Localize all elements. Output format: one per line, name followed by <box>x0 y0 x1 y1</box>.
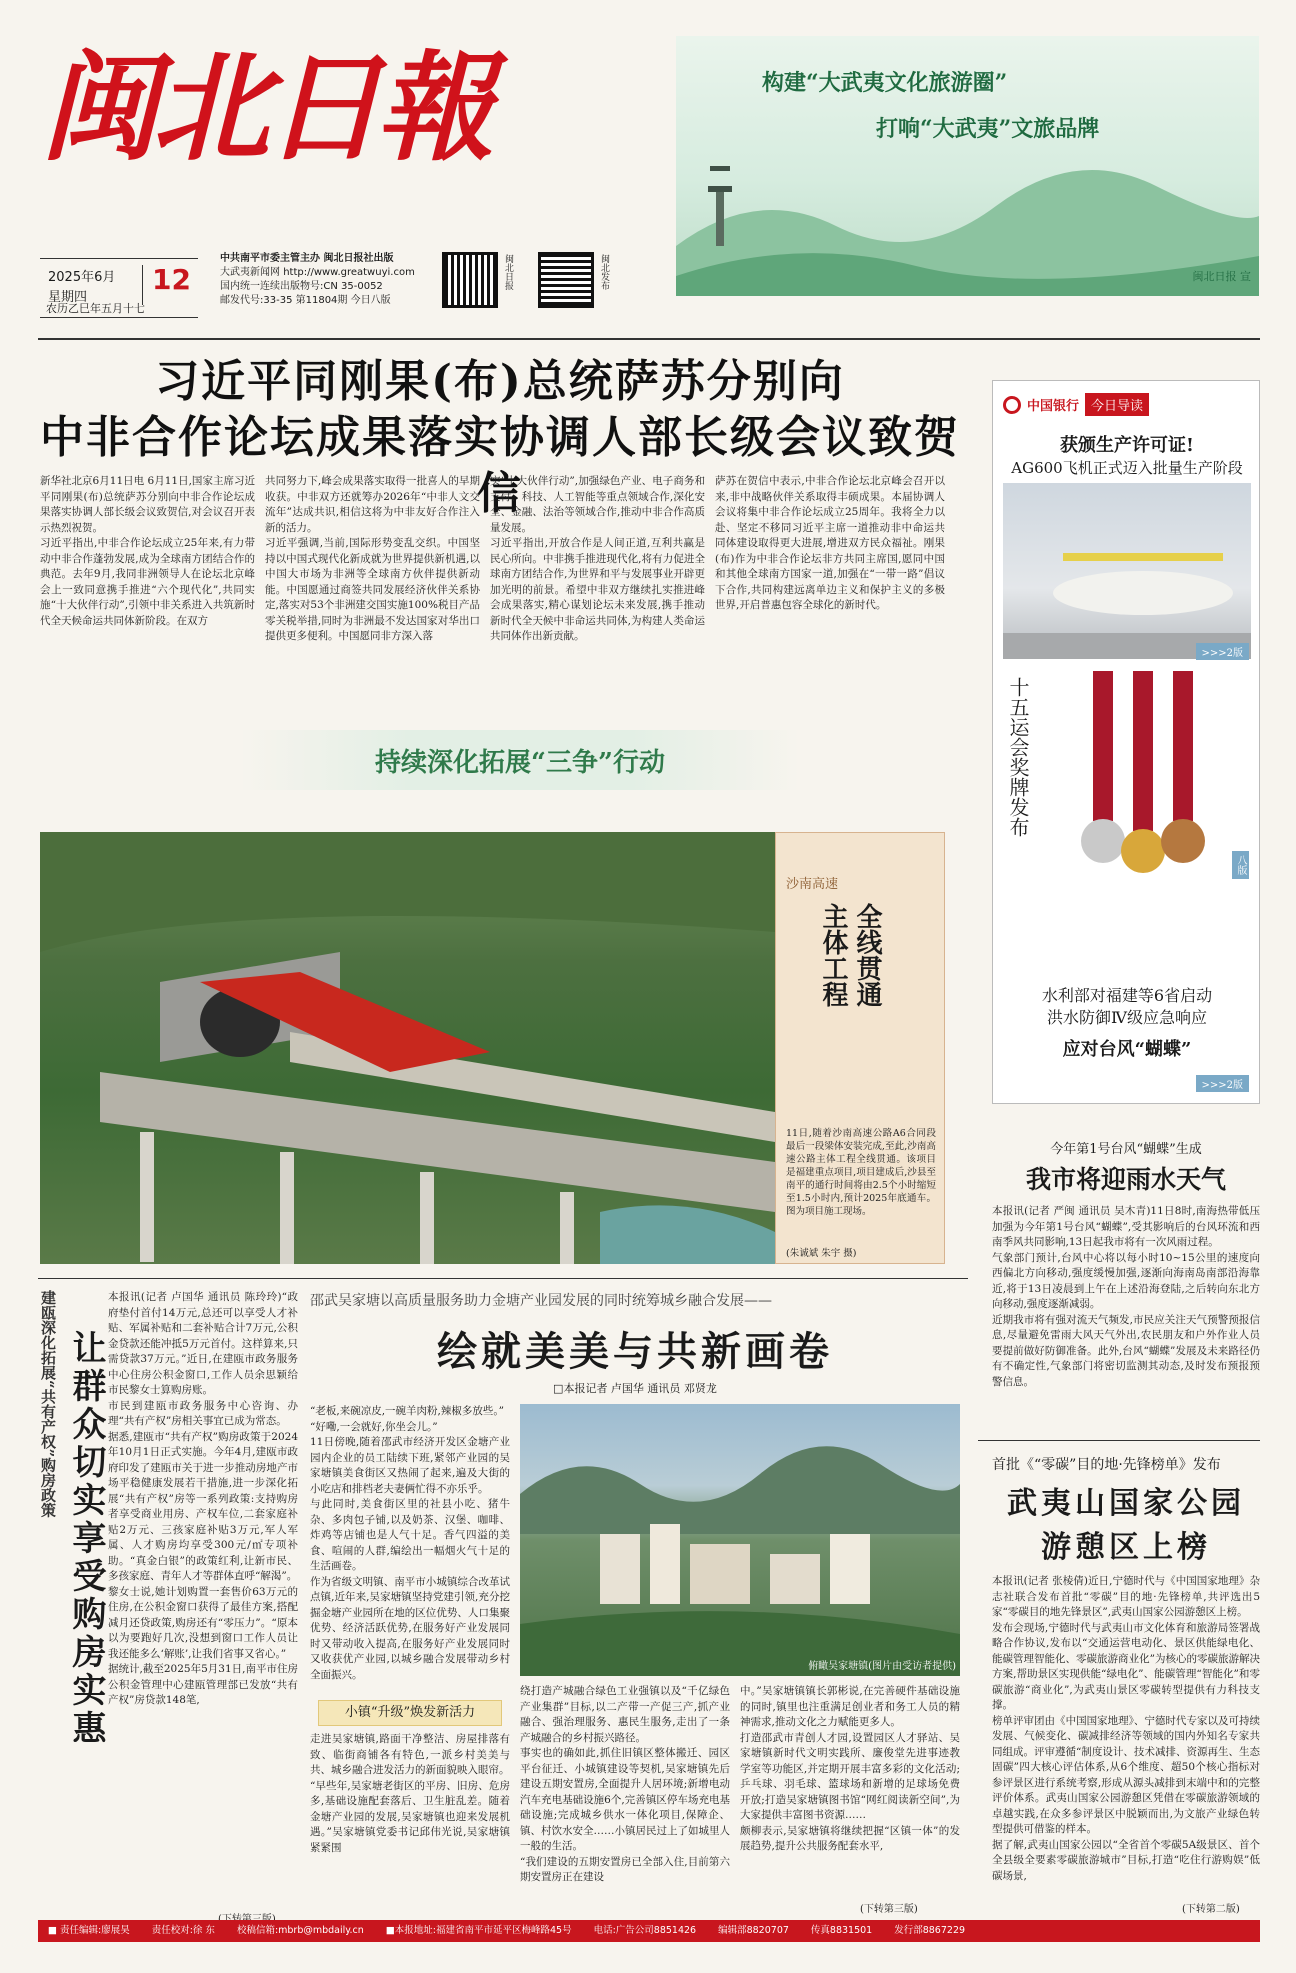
bank-name: 中国银行 <box>1027 399 1080 414</box>
weather-title: 我市将迎雨水天气 <box>1025 1165 1226 1194</box>
park-title-line2: 游憩区上榜 <box>1041 1530 1211 1565</box>
footer <box>38 1920 1260 1942</box>
cn-number: 国内统一连续出版物号:CN 35-0052 <box>220 281 383 292</box>
weather-kicker: 今年第1号台风“蝴蝶”生成 <box>1050 1142 1202 1157</box>
feature-subhead <box>318 1700 502 1726</box>
footer-tel: 电话:广告公司8851426 <box>593 1925 697 1936</box>
footer-editor: ■ 责任编辑:廖展昊 <box>48 1925 130 1936</box>
special-title: 持续深化拓展“三争”行动 <box>375 748 665 778</box>
sidebar-head-2: AG600飞机正式迈入批量生产阶段 <box>1011 459 1243 477</box>
bridge-drawing <box>40 832 775 1264</box>
footer-proof: 责任校对:徐 东 <box>151 1925 215 1936</box>
banner-line2: 打响“大武夷”文旅品牌 <box>876 116 1100 142</box>
footer-fax: 传真8831501 <box>810 1925 873 1936</box>
page-number: 12 <box>152 263 191 296</box>
town-photo <box>520 1404 960 1676</box>
medal-photo <box>1045 671 1251 879</box>
park-body: 本报讯(记者 张棱倩)近日,宁德时代与《中国国家地理》杂志社联合发布首批“零碳”目的地·先锋榜单,共评选出5家“零碳目的地先锋景区”,武夷山国家公园游憩区上榜。 发布会现场,宁德时代与武夷山市文化体育和旅游局签署战略合作协议,发布以“交通运营电动化、景区供能绿电化、能碳管理智能化、零碳旅游商业化”为核心的零碳旅游解决方案,帮助景区实现供能“绿电化”、能碳管理“智能化”和零碳旅游“商业化”,为武夷山景区零碳转型提供有力科技支撑。 榜单评审团由《中国国家地理》、宁德时代专家以及可持续发展、气候变化、碳减排经济等领域的国内外知名专家共同组成。评审遵循“制度设计、技术减排、资源再生、生态固碳”四大核心评估体系,从6个维度、超50个核心指标对参评景区进行系统考察,形成从源头减排到末端中和的完整评价体系。武夷山国家公园游憩区凭借在零碳旅游领域的卓越实践,在众多参评景区中脱颖而出,为文旅产业绿色转型提供可借鉴的样本。 据了解,武夷山国家公园以“全省首个零碳5A级景区、首个全县级全要素零碳旅游城市”目标,打造“吃住行游购娱”低碳场景, <box>992 1575 1260 1882</box>
lead-title-line1: 习近平同刚果(布)总统萨苏分别向 <box>155 356 845 407</box>
footer-distribution: 发行部8867229 <box>894 1925 966 1936</box>
sidebar-preview <box>992 380 1260 1104</box>
publisher-line: 中共南平市委主管主办 闽北日报社出版 <box>220 253 394 264</box>
date-weekday: 星期四 <box>48 290 88 305</box>
footer-email[interactable]: 校稿信箱:mbrb@mbdaily.cn <box>236 1925 364 1936</box>
banner-line1: 构建“大武夷文化旅游圈” <box>762 70 1008 96</box>
medal-title: 十五运会奖牌发布 <box>1006 677 1030 837</box>
qr-label-1: 闽北日报 <box>503 254 513 290</box>
feature-col-1: “老板,来碗凉皮,一碗羊肉粉,辣椒多放些。” “好嘞,一会就好,你坐会儿。” 11日傍晚,随着邵武市经济开发区金塘产业园内企业的员工陆续下班,紧邻产业园的吴家塘镇美食街区又热闹了起来,遍及大街的小吃店和排档老夫妻俩忙得不亦乐乎。 与此同时,美食街区里的社县小吃、猪牛杂、多肉包子铺,以及奶茶、汉堡、咖啡、炸鸡等店铺也是人气十足。香气四溢的美食、喧闹的人群,编绘出一幅烟火气十足的生活画卷。 作为省级文明镇、南平市小城镇综合改革试点镇,近年来,吴家塘镇坚持党建引领,充分挖掘金塘产业园所在地的区位优势、人口集聚优势、经济活跃优势,在服务好产业发展同时又带动收入提高,在服务好产业发展同时又收获优产业园,以城乡融合发展带动乡村全面振兴。 <box>310 1405 510 1681</box>
sidebar-head-1: 获颁生产许可证! <box>1060 435 1194 456</box>
policy-title: 让群众切实享受购房实惠 <box>66 1330 106 1748</box>
site-url[interactable]: http://www.greatwuyi.com <box>283 267 415 278</box>
date-year: 2025年6月 <box>48 270 116 285</box>
feature-col-3: 中。”吴家塘镇镇长郭彬说,在完善硬件基础设施的同时,镇里也注重满足创业者和务工人员的精神需求,推动文化之力赋能更多人。 打造邵武市青创人才园,设置园区人才驿站、吴家塘镇新时代文明实践所、廉俊堂先进事迹教学室等功能区,并定期开展丰富多彩的文化活动;乒乓球、羽毛球、篮球场和新增的足球场免费开放;打造吴家塘镇图书馆“网红阅读新空间”,为大家提供丰富图书资源…… 颇柳表示,吴家塘镇将继续把握“区镇一体”的发展趋势,提升公共服务配套水平, <box>740 1685 960 1852</box>
feature-kicker: 邵武吴家塘以高质量服务助力金塘产业园发展的同时统筹城乡融合发展—— <box>310 1293 772 1309</box>
page-ref-2[interactable]: 八版 <box>1232 851 1249 879</box>
park-continue[interactable]: (下转第二版) <box>1182 1904 1240 1915</box>
lead-title-line2: 中非合作论坛成果落实协调人部长级会议致贺信 <box>40 412 960 519</box>
photo-story-text: 11日,随着沙南高速公路A6合同段最后一段梁体安装完成,至此,沙南高速公路主体工程全线贯通。该项目是福建重点项目,项目建成后,沙县至南平的通行时间将由2.5个小时缩短至1.5小时内,预计2025年底通车。图为项目施工现场。 <box>786 1128 936 1217</box>
feature-byline: □本报记者 卢国华 通讯员 邓贤龙 <box>553 1382 717 1395</box>
site-label: 大武夷新闻网 <box>220 267 280 278</box>
park-kicker: 首批《“零碳”目的地·先锋榜单》发布 <box>992 1457 1221 1473</box>
lead-col-4: 萨苏在贺信中表示,中非合作论坛北京峰会召开以来,非中战略伙伴关系取得丰硕成果。本届协调人会议将集中非合作论坛成立25周年。我将全力以赴、坚定不移同习近平主席一道推动非中命运共同体建设取得更大进展,增进双方民众福祉。刚果(布)作为中非合作论坛非方共同主席国,愿同中国和其他全球南方国家一道,加强在“一带一路”倡议下合作,共同构建远离单边主义和保护主义的多极世界,开启普惠包容全球化的新时代。 <box>715 475 945 611</box>
qr-label-2: 闽北发布 <box>599 254 609 290</box>
qr-code-1[interactable] <box>442 252 498 308</box>
page-ref-3[interactable]: >>>2版 <box>1196 1075 1250 1092</box>
special-banner <box>240 730 800 790</box>
banner-credit: 闽北日报 宣 <box>1192 270 1251 283</box>
lead-col-2: 共同努力下,峰会成果落实取得一批喜人的早期收获。中非双方还就筹办2026年“中非人文交流年”达成共识,相信这将为中非友好合作注入新的活力。 习近平强调,当前,国际形势变乱交织。中国坚持以中国式现代化新成就为世界提供新机遇,以中国大市场为非洲等全球南方伙伴提供新动能。中国愿通过商签共同发展经济伙伴关系协定,落实对53个非洲建交国实施100%税目产品零关税举措,同时为非洲最不发达国家对华出口提供更多便利。中国愿同非方深入落 <box>265 475 480 642</box>
highway-photo <box>40 832 775 1264</box>
feature-continue[interactable]: (下转第三版) <box>860 1904 918 1915</box>
sidebar-news-1: 水利部对福建等6省启动 洪水防御Ⅳ级应急响应 <box>1041 986 1213 1027</box>
bank-logo-icon <box>1003 396 1021 414</box>
photo-story-credit: (朱诚斌 朱宇 摄) <box>786 1248 857 1259</box>
feature-title: 绘就美美与共新画卷 <box>437 1328 833 1375</box>
feature-col-1b: 走进吴家塘镇,路面干净整洁、房屋排落有致、临街商铺各有特色,一派乡村美美与共、城乡融合进发活力的新面貌映入眼帘。 “早些年,吴家塘老街区的平房、旧房、危房多,基础设施配套落后、卫生脏乱差。随着金塘产业园的发展,吴家塘镇也迎来发展机遇。”吴家塘镇党委书记邱伟光说,吴家塘镇紧紧围 <box>310 1733 510 1854</box>
park-title <box>992 1482 1260 1570</box>
weather-body: 本报讯(记者 严闽 通讯员 吴木青)11日8时,南海热带低压加强为今年第1号台风“蝴蝶”,受其影响后的台风环流和西南季风共同影响,13日起我市将有一次风雨过程。 气象部门预计,台风中心将以每小时10~15公里的速度向西偏北方向移动,强度缓慢加强,逐渐向海南岛南部沿海靠近,将于13日凌晨到上午在上述沿海登陆,之后转向东北方向移动,强度逐渐减弱。 近期我市将有强对流天气频发,市民应关注天气预警预报信息,尽量避免雷雨大风天气外出,农民朋友和户外作业人员要提前做好防御准备。此外,台风“蝴蝶”发展及未来路径仍有不确定性,气象部门将密切监测其动态,及时发布预报预警信息。 <box>992 1205 1260 1388</box>
footer-editorial-tel: 编辑部8820707 <box>718 1925 789 1936</box>
publisher-info <box>220 252 435 308</box>
photo-story-place: 沙南高速 <box>786 877 839 892</box>
photo-story-title: 全线贯通 主体工程 <box>818 903 882 1007</box>
feature-col-2: 绕打造产城融合绿色工业强镇以及“千亿绿色产业集群”目标,以二产带一产促三产,抓产业融合、强治理服务、惠民生服务,走出了一条产城融合的乡村振兴路径。 事实也的确如此,抓住旧镇区整体搬迁、园区平台征迁、小城镇建设等契机,吴家塘镇先后建设五期安置房,全面提升人居环境;新增电动汽车充电基础设施6个,完善镇区停车场充电基础设施;完成城乡供水一体化项目,保障企、镇、村饮水安全……小镇居民过上了如城里人一般的生活。 “我们建设的五期安置房已全部入住,目前第六期安置房正在建设 <box>520 1685 730 1883</box>
post-code: 邮发代号:33-35 第11804期 今日八版 <box>220 295 391 306</box>
banner <box>676 36 1259 296</box>
footer-address: ■本报地址:福建省南平市延平区梅峰路45号 <box>385 1925 572 1936</box>
qr-code-2[interactable] <box>538 252 594 308</box>
lunar-date: 农历乙巳年五月十七 <box>46 302 145 315</box>
sidebar-label: 今日导读 <box>1085 393 1149 416</box>
policy-body: 本报讯(记者 卢国华 通讯员 陈玲玲)“政府垫付首付14万元,总还可以享受人才补贴、军属补贴和二套补贴合计7万元,公积金贷款还能冲抵5万元首付。这样算来,只需贷款37万元。”近日,在建瓯市政务服务中心住房公积金窗口,工作人员余思颖给市民黎女士算购房账。 市民到建瓯市政务服务中心咨询、办理“共有产权”房相关事宜已成为常态。 据悉,建瓯市“共有产权”购房政策于2024年10月1日正式实施。今年4月,建瓯市政府印发了建瓯市关于进一步推动房地产市场平稳健康发展若干措施,进一步深化拓展“共有产权”房等一系列政策:支持购房者享受商业用房、产权车位,二套家庭补贴2万元、三孩家庭补贴3万元,军人军属、人才购房均享受300元/㎡专项补助。“真金白银”的政策红利,让新市民、多孩家庭、青年人才等群体直呼“解渴”。 黎女士说,她计划购置一套售价63万元的住房,在公积金窗口获得了最佳方案,搭配减月还贷政策,购房还有“零压力”。“原本以为要跑好几次,没想到窗口工作人员让我还能多么‘解账’,让我们省事又省心。” 据统计,截至2025年5月31日,南平市住房公积金管理中心建瓯管理部已发放“共有产权”房贷款148笔, <box>108 1291 298 1706</box>
lead-col-3: 实“十大伙伴行动”,加强绿色产业、电子商务和支付、科技、人工智能等重点领域合作,深化安全、金融、法治等领域合作,推动中非合作高质量发展。 习近平指出,开放合作是人间正道,互利共赢是民心所向。中非携手推进现代化,将有力促进全球南方团结合作,为世界和平与发展事业开辟更加光明的前景。希望中非双方继续扎实推进峰会成果落实,精心谋划论坛未来发展,携手推动新时代全天候中非命运共同体,为构建人类命运共同体作出新贡献。 <box>490 475 705 642</box>
lead-col-1: 新华社北京6月11日电 6月11日,国家主席习近平同刚果(布)总统萨苏分别向中非合作论坛成果落实协调人部长级会议致贺信,对会议召开表示热烈祝贺。 习近平指出,中非合作论坛成立25年来,有力带动中非合作蓬勃发展,成为全球南方团结合作的典范。去年9月,我同非洲领导人在论坛北京峰会上一致同意携手推进“六个现代化”,共同实施“十大伙伴行动”,引领中非关系进入共筑新时代全天候命运共同体新阶段。在双方 <box>40 475 255 627</box>
park-title-line1: 武夷山国家公园 <box>1007 1486 1245 1521</box>
sidebar-news-2: 应对台风“蝴蝶” <box>1062 1039 1192 1060</box>
town-photo-caption: 俯瞰吴家塘镇(图片由受访者提供) <box>808 1661 956 1672</box>
feature-subhead-text: 小镇“升级”焕发新活力 <box>344 1705 476 1720</box>
sidebar-header <box>1003 393 1149 416</box>
masthead-logo: 闽北日報 <box>40 38 489 177</box>
page-ref-1[interactable]: >>>2版 <box>1196 643 1250 660</box>
photo-story-panel <box>775 832 945 1264</box>
aircraft-photo <box>1003 483 1251 659</box>
policy-side-label: 建瓯深化拓展“共有产权”购房政策 <box>39 1290 57 1518</box>
